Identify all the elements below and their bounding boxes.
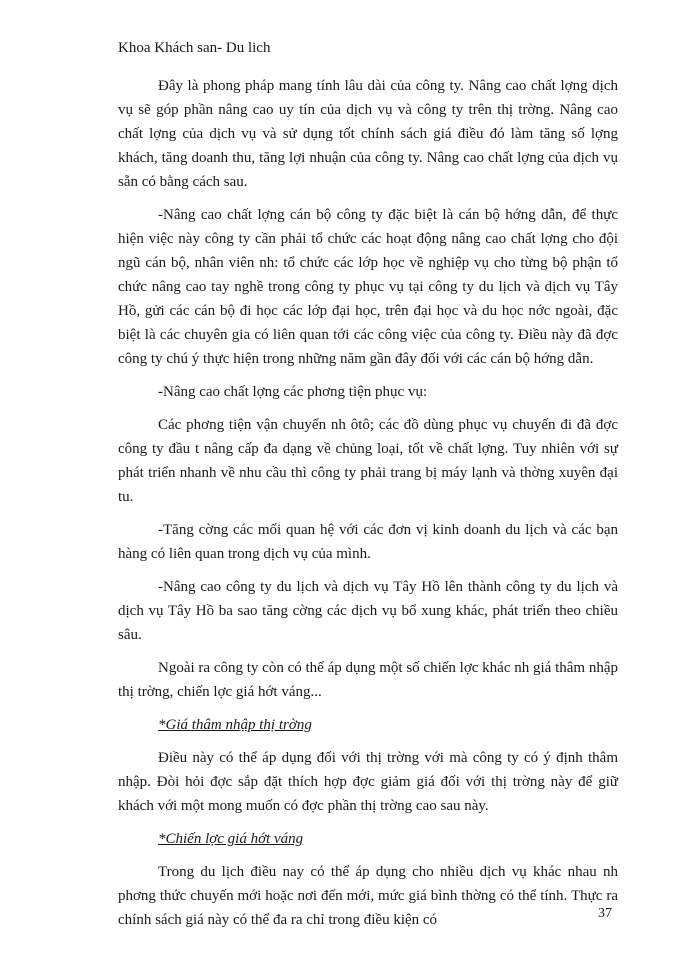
paragraph: Điều này có thể áp dụng đối với thị trờng với mà công ty có ý định thâm nhập. Đòi hỏi đợc sắp đặt thích hợp đợc giảm giá đối với thị trờng này để giữ khách với một mong muốn có đợc phần thị trờng cao sau này. (118, 750, 618, 814)
body-text (118, 74, 618, 941)
paragraph: -Nâng cao công ty du lịch và dịch vụ Tây Hồ lên thành công ty du lịch và dịch vụ Tây Hồ ba sao tăng cờng các dịch vụ bổ xung khác, phát triển theo chiều sâu. (118, 579, 618, 643)
paragraph: -Nâng cao chất lợng các phơng tiện phục vụ: (158, 384, 428, 400)
paragraph: Ngoài ra công ty còn có thể áp dụng một số chiến lợc khác nh giá thâm nhập thị trờng, chiến lợc giá hớt váng... (118, 660, 618, 700)
paragraph: -Nâng cao chất lợng cán bộ công ty đặc biệt là cán bộ hớng dẫn, để thực hiện việc này công ty cần phải tổ chức các hoạt động nâng cao chất lợng cho đội ngũ cán bộ, nhân viên nh: tổ chức các lớp học về nghiệp vụ cho từng bộ phận tổ chức nâng cao tay nghề trong công ty phục vụ tại công ty du lịch và dịch vụ Tây Hồ, gửi các cán bộ đi học các lớp đại học, trên đại học và du học nớc ngoài, đặc biệt là các chuyên gia có liên quan tới các công việc của công ty. Điều này đã đợc công ty chú ý thực hiện trong những năm gần đây đối với các cán bộ hớng dẫn. (118, 207, 618, 367)
subheading-penetration-pricing: *Giá thâm nhập thị trờng (158, 717, 312, 733)
page-number: 37 (598, 906, 612, 921)
paragraph: Các phơng tiện vận chuyển nh ôtô; các đồ dùng phục vụ chuyến đi đã đợc công ty đầu t nâng cấp đa dạng về chủng loại, tốt về chất lợng. Tuy nhiên với sự phát triển nhanh về nhu cầu thì công ty phải trang bị máy lạnh và thờng xuyên đại tu. (118, 417, 618, 505)
paragraph: -Tăng cờng các mối quan hệ với các đơn vị kinh doanh du lịch và các bạn hàng có liên quan trong dịch vụ của mình. (118, 522, 618, 562)
paragraph: Trong du lịch điều nay có thể áp dụng cho nhiều dịch vụ khác nhau nh phơng thức chuyến mới hoặc nơi đến mới, mức giá bình thờng có thể tính. Thực ra chính sách giá này có thể đa ra chỉ trong điều kiện có (118, 864, 618, 928)
paragraph: Đây là phong pháp mang tính lâu dài của công ty. Nâng cao chất lợng dịch vụ sẽ góp phần nâng cao uy tín của dịch vụ và công ty trên thị trờng. Nâng cao chất lợng của dịch vụ và sử dụng tốt chính sách giá điều đó làm tăng số lợng khách, tăng doanh thu, tăng lợi nhuận của công ty. Nâng cao chất lợng của dịch vụ sẵn có bằng cách sau. (118, 78, 618, 190)
subheading-skimming-pricing: *Chiến lợc giá hớt váng (158, 831, 304, 847)
running-header: Khoa Khách san- Du lich (118, 40, 271, 56)
